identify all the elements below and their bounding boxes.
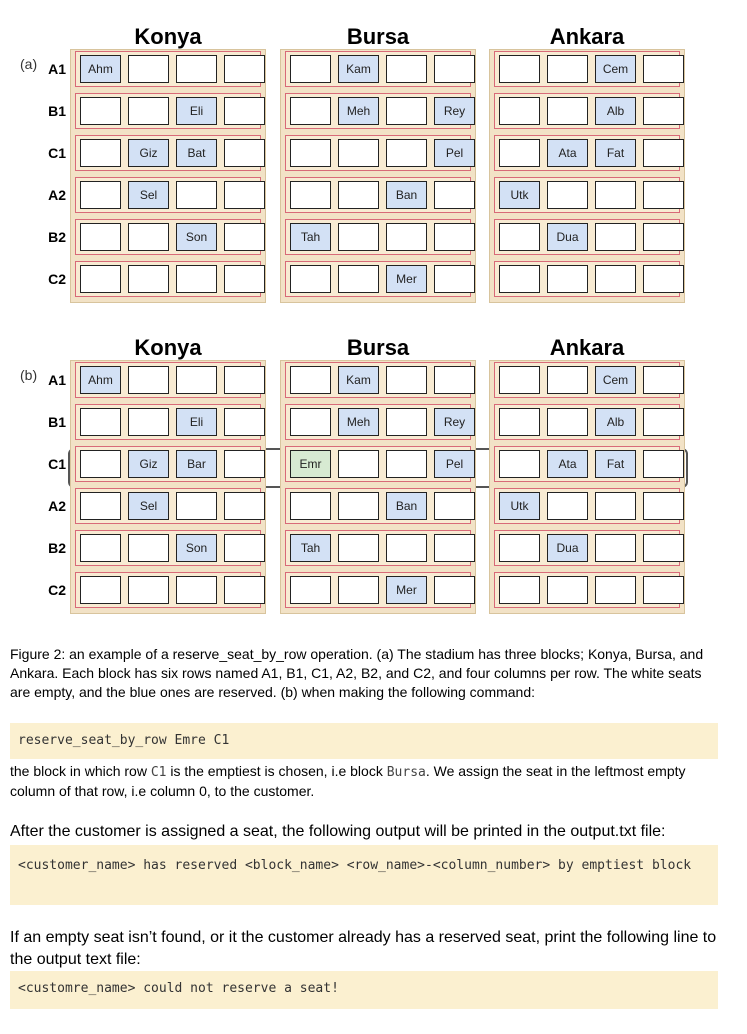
empty-seat <box>224 97 265 125</box>
empty-seat <box>499 55 540 83</box>
reserved-seat: Sel <box>128 181 169 209</box>
empty-seat <box>499 450 540 478</box>
stadium-block <box>280 360 476 614</box>
empty-seat <box>386 139 427 167</box>
seat-row <box>75 219 261 255</box>
seat-row <box>494 51 680 87</box>
reserved-seat: Utk <box>499 492 540 520</box>
empty-seat <box>290 265 331 293</box>
row-label: C1 <box>48 145 66 161</box>
empty-seat <box>547 55 588 83</box>
empty-seat <box>434 534 475 562</box>
seat-row <box>285 177 471 213</box>
empty-seat <box>499 139 540 167</box>
empty-seat <box>547 576 588 604</box>
empty-seat <box>386 366 427 394</box>
block-title: Ankara <box>549 335 625 360</box>
empty-seat <box>643 139 684 167</box>
reserved-seat: Ahm <box>80 366 121 394</box>
empty-seat <box>434 576 475 604</box>
explanation-part: is the emptiest is chosen, i.e block <box>166 763 387 779</box>
seat-row <box>285 530 471 566</box>
empty-seat <box>434 223 475 251</box>
empty-seat <box>434 181 475 209</box>
empty-seat <box>128 223 169 251</box>
command-code-block: reserve_seat_by_row Emre C1 <box>10 723 718 759</box>
seat-row <box>494 362 680 398</box>
stadium-block <box>489 360 685 614</box>
empty-seat <box>290 366 331 394</box>
empty-seat <box>80 450 121 478</box>
output-code-block: <customer_name> has reserved <block_name> <row_name>-<column_number> by emptiest block <box>10 845 718 905</box>
seat-row <box>75 177 261 213</box>
empty-seat <box>290 492 331 520</box>
empty-seat <box>338 265 379 293</box>
panel-label: (b) <box>20 367 38 383</box>
empty-seat <box>643 97 684 125</box>
empty-seat <box>224 366 265 394</box>
empty-seat <box>224 223 265 251</box>
seat-row <box>285 446 471 482</box>
empty-seat <box>176 366 217 394</box>
explanation-text <box>10 762 720 801</box>
empty-seat <box>595 223 636 251</box>
row-label: C2 <box>48 271 66 287</box>
empty-seat <box>176 265 217 293</box>
reserved-seat: Bat <box>176 139 217 167</box>
empty-seat <box>176 55 217 83</box>
reserved-seat: Meh <box>338 408 379 436</box>
reserved-seat: Ahm <box>80 55 121 83</box>
empty-seat <box>338 139 379 167</box>
row-label: A1 <box>48 61 66 77</box>
empty-seat <box>643 450 684 478</box>
figure-panel-a <box>0 0 747 310</box>
empty-seat <box>499 265 540 293</box>
reserved-seat: Dua <box>547 534 588 562</box>
reserved-seat: Rey <box>434 97 475 125</box>
seat-row <box>285 488 471 524</box>
empty-seat <box>224 450 265 478</box>
row-label: B1 <box>48 103 66 119</box>
reserved-seat: Cem <box>595 366 636 394</box>
reserved-seat: Bar <box>176 450 217 478</box>
block-title: Konya <box>134 24 202 49</box>
row-label: A1 <box>48 372 66 388</box>
reserved-seat: Kam <box>338 55 379 83</box>
reserved-seat: Ban <box>386 181 427 209</box>
empty-seat <box>128 408 169 436</box>
empty-seat <box>499 223 540 251</box>
empty-seat <box>80 408 121 436</box>
empty-seat <box>386 450 427 478</box>
empty-seat <box>176 181 217 209</box>
empty-seat <box>386 408 427 436</box>
empty-seat <box>643 223 684 251</box>
block-code: Bursa <box>386 765 426 780</box>
empty-seat <box>547 97 588 125</box>
reserved-seat: Rey <box>434 408 475 436</box>
empty-seat <box>224 576 265 604</box>
reserved-seat: Ban <box>386 492 427 520</box>
empty-seat <box>547 265 588 293</box>
reserved-seat: Eli <box>176 97 217 125</box>
empty-seat <box>80 181 121 209</box>
empty-seat <box>128 534 169 562</box>
explanation-part: . We assign the seat in the leftmost empty column of that row, i.e column 0, to the customer. <box>10 763 686 799</box>
seat-row <box>75 362 261 398</box>
empty-seat <box>643 534 684 562</box>
empty-seat <box>386 55 427 83</box>
empty-seat-text: If an empty seat isn’t found, or it the customer already has a reserved seat, print the following line to the output text file: <box>10 929 717 968</box>
empty-seat <box>80 97 121 125</box>
reserved-seat: Meh <box>338 97 379 125</box>
empty-seat <box>338 534 379 562</box>
reserved-seat: Mer <box>386 265 427 293</box>
block-title: Bursa <box>346 24 410 49</box>
empty-seat <box>499 366 540 394</box>
empty-seat <box>434 265 475 293</box>
reserved-seat: Pel <box>434 450 475 478</box>
seat-row <box>494 219 680 255</box>
empty-seat <box>338 450 379 478</box>
figure-caption: Figure 2: an example of a reserve_seat_by_row operation. (a) The stadium has three blocks; Konya, Bursa, and Ankara. Each block has six rows named A1, B1, C1, A2, B2, and C2, and four columns per row. The white seats are empty, and the blue ones are reserved. (b) when making the following command: <box>10 646 704 700</box>
empty-seat <box>499 576 540 604</box>
reserved-seat: Pel <box>434 139 475 167</box>
empty-seat <box>290 55 331 83</box>
reserved-seat: Tah <box>290 534 331 562</box>
empty-seat <box>434 55 475 83</box>
empty-seat <box>224 139 265 167</box>
empty-seat <box>128 576 169 604</box>
seat-row <box>75 488 261 524</box>
seat-row <box>75 261 261 297</box>
empty-seat <box>224 534 265 562</box>
empty-seat <box>434 366 475 394</box>
reserved-seat: Ata <box>547 450 588 478</box>
stadium-block <box>489 49 685 303</box>
block-title: Ankara <box>549 24 625 49</box>
explanation-part: the block in which row <box>10 763 151 779</box>
reserved-seat: Utk <box>499 181 540 209</box>
seat-row <box>75 135 261 171</box>
empty-seat <box>595 181 636 209</box>
empty-seat <box>643 576 684 604</box>
empty-seat <box>643 492 684 520</box>
after-assignment-text: After the customer is assigned a seat, the following output will be printed in the output.txt file: <box>10 823 666 840</box>
empty-seat <box>386 223 427 251</box>
figure-panel-b <box>0 311 747 621</box>
empty-seat <box>176 492 217 520</box>
block-title: Konya <box>134 335 202 360</box>
seat-row <box>75 446 261 482</box>
empty-seat <box>547 366 588 394</box>
empty-seat <box>499 534 540 562</box>
empty-seat <box>499 408 540 436</box>
empty-seat <box>290 139 331 167</box>
seat-row <box>285 135 471 171</box>
empty-seat <box>338 492 379 520</box>
empty-seat <box>338 576 379 604</box>
seat-row <box>285 404 471 440</box>
seat-row <box>494 530 680 566</box>
reserved-seat: Tah <box>290 223 331 251</box>
empty-seat <box>128 55 169 83</box>
reserved-seat: Mer <box>386 576 427 604</box>
empty-seat <box>80 139 121 167</box>
seat-row <box>494 93 680 129</box>
empty-seat <box>80 223 121 251</box>
empty-seat <box>80 265 121 293</box>
empty-seat <box>128 97 169 125</box>
empty-seat <box>128 366 169 394</box>
reserved-seat: Emr <box>290 450 331 478</box>
seat-row <box>285 572 471 608</box>
empty-seat <box>595 265 636 293</box>
row-label: C1 <box>48 456 66 472</box>
empty-seat <box>434 492 475 520</box>
empty-seat <box>80 534 121 562</box>
seat-row <box>285 219 471 255</box>
row-label: A2 <box>48 498 66 514</box>
empty-seat <box>386 97 427 125</box>
empty-seat <box>224 181 265 209</box>
reserved-seat: Sel <box>128 492 169 520</box>
seat-row <box>285 362 471 398</box>
row-code: C1 <box>150 765 167 780</box>
empty-seat <box>547 492 588 520</box>
empty-seat <box>499 97 540 125</box>
empty-seat <box>290 576 331 604</box>
reserved-seat: Son <box>176 223 217 251</box>
reserved-seat: Son <box>176 534 217 562</box>
empty-seat <box>290 408 331 436</box>
fail-code-block: <customre_name> could not reserve a seat! <box>10 971 718 1009</box>
seat-row <box>75 51 261 87</box>
reserved-seat: Cem <box>595 55 636 83</box>
seat-row <box>494 135 680 171</box>
seat-row <box>494 488 680 524</box>
reserved-seat: Kam <box>338 366 379 394</box>
empty-seat <box>643 265 684 293</box>
empty-seat <box>290 97 331 125</box>
seat-row <box>75 530 261 566</box>
row-label: C2 <box>48 582 66 598</box>
seat-row <box>285 93 471 129</box>
seat-row <box>285 51 471 87</box>
empty-seat <box>80 492 121 520</box>
empty-seat <box>224 492 265 520</box>
row-label: A2 <box>48 187 66 203</box>
block-title: Bursa <box>346 335 410 360</box>
reserved-seat: Giz <box>128 450 169 478</box>
row-label: B2 <box>48 229 66 245</box>
reserved-seat: Dua <box>547 223 588 251</box>
stadium-block <box>70 360 266 614</box>
seat-row <box>494 404 680 440</box>
reserved-seat: Alb <box>595 97 636 125</box>
panel-label: (a) <box>20 56 38 72</box>
seat-row <box>75 93 261 129</box>
empty-seat <box>643 181 684 209</box>
empty-seat <box>595 534 636 562</box>
seat-row <box>285 261 471 297</box>
empty-seat <box>338 181 379 209</box>
empty-seat <box>643 366 684 394</box>
row-label: B1 <box>48 414 66 430</box>
stadium-block <box>70 49 266 303</box>
empty-seat <box>386 534 427 562</box>
reserved-seat: Fat <box>595 450 636 478</box>
reserved-seat: Giz <box>128 139 169 167</box>
empty-seat <box>290 181 331 209</box>
row-label: B2 <box>48 540 66 556</box>
empty-seat <box>547 408 588 436</box>
seat-row <box>494 177 680 213</box>
empty-seat <box>338 223 379 251</box>
empty-seat <box>224 55 265 83</box>
seat-row <box>75 572 261 608</box>
reserved-seat: Alb <box>595 408 636 436</box>
empty-seat <box>547 181 588 209</box>
empty-seat <box>643 408 684 436</box>
empty-seat <box>80 576 121 604</box>
empty-seat <box>176 576 217 604</box>
seat-row <box>75 404 261 440</box>
empty-seat <box>128 265 169 293</box>
empty-seat <box>595 576 636 604</box>
reserved-seat: Eli <box>176 408 217 436</box>
stadium-block <box>280 49 476 303</box>
seat-row <box>494 572 680 608</box>
empty-seat <box>595 492 636 520</box>
reserved-seat: Ata <box>547 139 588 167</box>
seat-row <box>494 261 680 297</box>
empty-seat <box>643 55 684 83</box>
seat-row <box>494 446 680 482</box>
empty-seat <box>224 408 265 436</box>
empty-seat <box>224 265 265 293</box>
reserved-seat: Fat <box>595 139 636 167</box>
